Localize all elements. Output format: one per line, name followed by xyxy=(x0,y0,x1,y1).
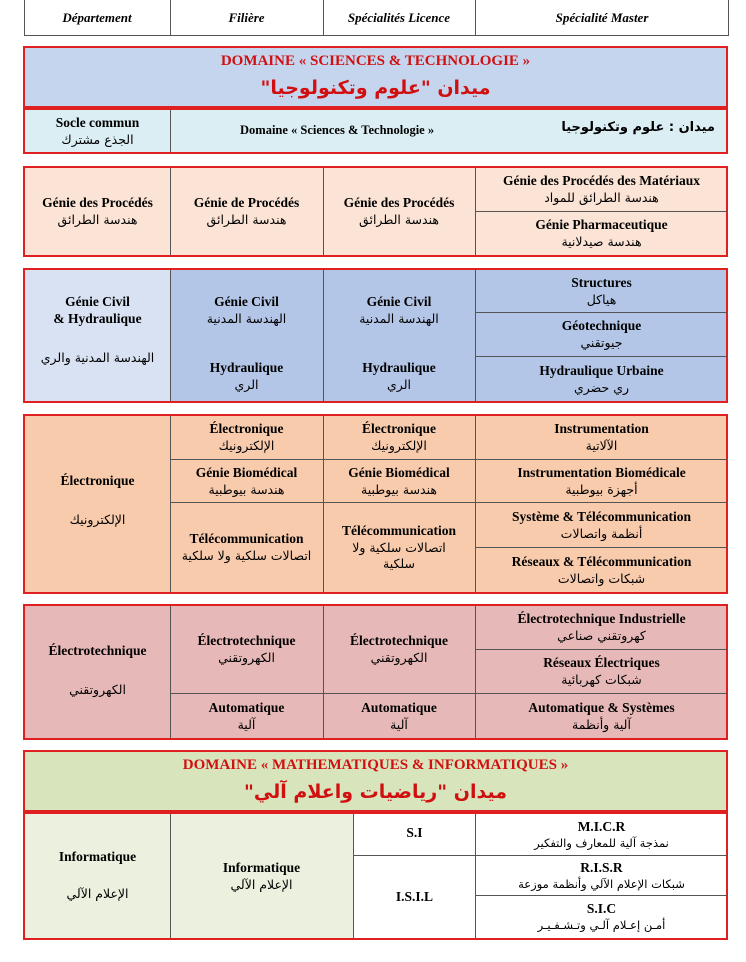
info-licence-isil: I.S.I.L xyxy=(395,888,434,904)
gc-departement xyxy=(25,285,170,375)
elec-fil-3-fr: Télécommunication xyxy=(189,531,304,547)
elec-lic-3-ar2: سلكية xyxy=(383,555,415,571)
elec-licence-1 xyxy=(323,416,475,459)
elt-master-3-fr: Automatique & Systèmes xyxy=(528,699,675,715)
header-departement: Département xyxy=(62,9,132,25)
elt-fil-1-ar: الكهروتقني xyxy=(218,650,275,666)
elec-lic-2-ar: هندسة بيوطبية xyxy=(361,481,437,497)
info-master-2 xyxy=(476,856,727,895)
gc-master-1 xyxy=(476,270,727,312)
gp-master-2-ar: هندسة صيدلانية xyxy=(561,234,642,250)
elt-dept-ar: الكهروتقني xyxy=(69,681,126,697)
elec-master-2 xyxy=(476,460,727,502)
elec-licence-3 xyxy=(323,503,475,592)
elt-departement xyxy=(25,640,170,700)
gc-lic-2-fr: Hydraulique xyxy=(362,359,436,375)
gc-filiere-1 xyxy=(170,290,323,330)
info-master-1-ar: نمذجة آلية للمعارف والتفكير xyxy=(534,835,669,850)
elec-master-2-fr: Instrumentation Biomédicale xyxy=(517,464,686,480)
gp-dept-ar: هندسة الطرائق xyxy=(57,212,138,228)
gp-lic-ar: هندسة الطرائق xyxy=(359,212,439,228)
gc-master-1-ar: هياكل xyxy=(586,291,617,307)
elec-master-4-fr: Réseaux & Télécommunication xyxy=(511,553,692,569)
elec-departement xyxy=(25,470,170,530)
elec-lic-1-ar: الإلكترونيك xyxy=(371,438,427,454)
elec-fil-3-ar: اتصالات سلكية ولا سلكية xyxy=(181,548,312,564)
gc-master-3-ar: ري حضري xyxy=(573,379,630,395)
elt-fil-2-fr: Automatique xyxy=(208,699,285,715)
info-master-3 xyxy=(476,896,727,938)
elt-filiere-2 xyxy=(170,694,323,738)
header-master: Spécialité Master xyxy=(555,9,649,25)
elec-fil-1-ar: الإلكترونيك xyxy=(218,438,275,454)
elec-master-2-ar: أجهزة بيوطبية xyxy=(565,481,638,497)
elt-master-3-ar: آلية وأنظمة xyxy=(572,716,631,732)
elt-dept-fr: Électrotechnique xyxy=(48,642,147,658)
gp-fil-ar: هندسة الطرائق xyxy=(206,212,287,228)
header-licence: Spécialités Licence xyxy=(347,9,451,25)
elec-licence-2 xyxy=(323,460,475,502)
gp-licence xyxy=(323,168,475,255)
elt-fil-1-fr: Électrotechnique xyxy=(197,633,296,649)
st-domain-title-fr: DOMAINE « SCIENCES & TECHNOLOGIE » xyxy=(220,52,531,69)
elec-dept-fr: Électronique xyxy=(60,472,135,488)
gc-dept-fr1: Génie Civil xyxy=(65,294,130,310)
socle-domain-ar: ميدان : علوم وتكنولوجيا xyxy=(561,120,715,135)
info-filiere xyxy=(170,814,353,938)
elec-lic-1-fr: Électronique xyxy=(362,421,436,437)
socle-domain-fr: Domaine « Sciences & Technologie » xyxy=(240,123,435,137)
info-dept-ar: الإعلام الآلي xyxy=(66,885,129,901)
elt-licence-2 xyxy=(323,694,475,738)
gc-lic-2-ar: الري xyxy=(387,376,411,392)
gc-fil-1-ar: الهندسة المدنية xyxy=(206,310,287,326)
elt-master-2 xyxy=(476,650,727,693)
elt-master-1 xyxy=(476,606,727,649)
elec-master-4 xyxy=(476,548,727,592)
mi-domain-title-fr: DOMAINE « MATHEMATIQUES & INFORMATIQUES » xyxy=(182,756,569,773)
elec-master-3-fr: Système & Télécommunication xyxy=(512,508,691,524)
gc-master-2-ar: جيوتقني xyxy=(580,335,623,351)
gc-lic-1-ar: الهندسة المدنية xyxy=(359,310,439,326)
info-fil-ar: الإعلام الآلي xyxy=(230,876,293,892)
elt-master-3 xyxy=(476,694,727,738)
gp-filiere xyxy=(170,168,323,255)
gp-master-1-fr: Génie des Procédés des Matériaux xyxy=(503,173,700,189)
gc-licence-1 xyxy=(323,290,475,330)
gc-master-1-fr: Structures xyxy=(571,274,632,290)
info-master-2-ar: شبكات الإعلام الآلي وأنظمة موزعة xyxy=(518,876,685,891)
elec-fil-2-ar: هندسة بيوطبية xyxy=(208,481,285,497)
gp-master-1-ar: هندسة الطرائق للمواد xyxy=(544,190,659,206)
gc-dept-fr2: & Hydraulique xyxy=(53,311,142,327)
header-filiere: Filière xyxy=(228,9,265,25)
gp-master-2 xyxy=(476,212,727,255)
gp-master-2-fr: Génie Pharmaceutique xyxy=(535,217,668,233)
gp-fil-fr: Génie de Procédés xyxy=(193,195,300,211)
info-departement xyxy=(25,840,170,910)
gc-fil-2-ar: الري xyxy=(234,376,259,392)
info-fil-fr: Informatique xyxy=(222,859,301,875)
st-domain-title-ar: ميدان "علوم وتكنولوجيا" xyxy=(260,77,491,100)
elt-master-2-ar: شبكات كهربائية xyxy=(561,672,642,688)
elec-master-3-ar: أنظمة واتصالات xyxy=(560,525,643,541)
gc-fil-1-fr: Génie Civil xyxy=(214,293,279,309)
elt-master-1-fr: Électrotechnique Industrielle xyxy=(517,611,686,627)
elec-filiere-3 xyxy=(170,503,323,592)
elec-filiere-1 xyxy=(170,416,323,459)
elec-master-3 xyxy=(476,503,727,547)
gc-master-2-fr: Géotechnique xyxy=(561,318,642,334)
gc-fil-2-fr: Hydraulique xyxy=(209,359,284,375)
info-master-1-fr: M.I.C.R xyxy=(577,818,626,834)
info-dept-fr: Informatique xyxy=(58,848,137,864)
elt-master-1-ar: كهروتقني صناعي xyxy=(557,628,646,644)
gc-dept-ar: الهندسة المدنية والري xyxy=(40,350,155,366)
gp-departement xyxy=(25,168,170,255)
elt-lic-1-fr: Électrotechnique xyxy=(350,633,448,649)
elt-master-2-fr: Réseaux Électriques xyxy=(543,655,660,671)
info-master-3-fr: S.I.C xyxy=(586,901,617,917)
socle-ar: الجذع مشترك xyxy=(61,131,134,147)
elec-lic-3-ar1: اتصالات سلكية ولا xyxy=(352,540,446,556)
gc-licence-2 xyxy=(323,356,475,396)
gc-master-2 xyxy=(476,313,727,356)
info-master-3-ar: أمـن إعـلام آلـي وتـشـفـيـر xyxy=(537,918,666,933)
elec-lic-2-fr: Génie Biomédical xyxy=(348,464,450,480)
elt-lic-2-ar: آلية xyxy=(390,716,408,732)
mi-domain-title-ar: ميدان "رياضيات واعلام آلي" xyxy=(244,781,507,804)
gc-filiere-2 xyxy=(170,356,323,396)
elt-licence-1 xyxy=(323,606,475,693)
elec-lic-3-fr: Télécommunication xyxy=(342,523,456,539)
socle-fr: Socle commun xyxy=(55,114,140,130)
elec-filiere-2 xyxy=(170,460,323,502)
elec-master-1 xyxy=(476,416,727,459)
elec-dept-ar: الإلكترونيك xyxy=(69,511,126,527)
elec-fil-1-fr: Électronique xyxy=(209,421,284,437)
info-licence-si: S.I xyxy=(406,824,423,840)
gp-dept-fr: Génie des Procédés xyxy=(42,195,153,211)
elt-lic-2-fr: Automatique xyxy=(361,699,437,715)
elec-master-4-ar: شبكات واتصالات xyxy=(557,570,646,586)
gc-master-3-fr: Hydraulique Urbaine xyxy=(539,362,664,378)
gc-lic-1-fr: Génie Civil xyxy=(366,293,432,309)
elec-master-1-fr: Instrumentation xyxy=(554,421,649,437)
elt-filiere-1 xyxy=(170,606,323,693)
info-master-1 xyxy=(476,814,727,855)
gc-master-3 xyxy=(476,357,727,401)
gp-lic-fr: Génie des Procédés xyxy=(343,195,455,211)
elt-lic-1-ar: الكهروتقني xyxy=(370,650,428,666)
elec-master-1-ar: الآلاتية xyxy=(585,438,618,454)
socle-commun xyxy=(25,110,170,152)
gp-master-1 xyxy=(476,168,727,211)
info-master-2-fr: R.I.S.R xyxy=(580,859,623,875)
elec-fil-2-fr: Génie Biomédical xyxy=(195,464,298,480)
elt-fil-2-ar: آلية xyxy=(237,716,256,732)
